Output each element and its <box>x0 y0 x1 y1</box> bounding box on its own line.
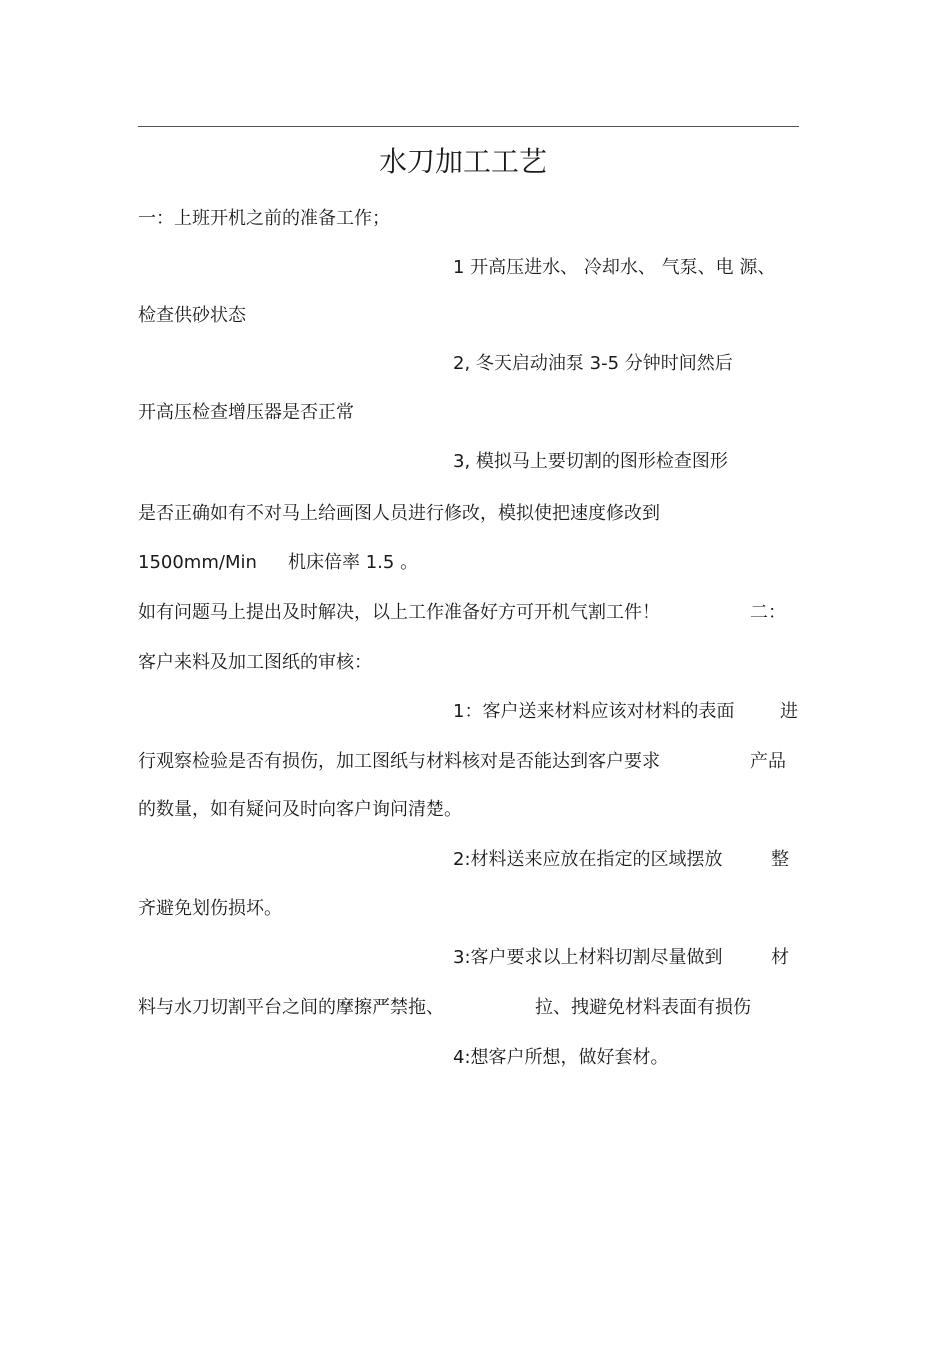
section-heading-1: 一：上班开机之前的准备工作； <box>138 208 390 229</box>
paragraph-line: 1：客户送来材料应该对材料的表面 <box>453 701 735 722</box>
paragraph-line: 是否正确如有不对马上给画图人员进行修改，模拟使把速度修改到 <box>138 503 660 524</box>
paragraph-line: 检查供砂状态 <box>138 305 246 326</box>
paragraph-line: 机床倍率 1.5 。 <box>288 552 419 573</box>
paragraph-line: 3:客户要求以上材料切割尽量做到 <box>453 947 723 968</box>
paragraph-line: 1500mm/Min <box>138 552 257 573</box>
paragraph-line: 行观察检验是否有损伤，加工图纸与材料核对是否能达到客户要求 <box>138 751 660 772</box>
paragraph-line: 进 <box>780 701 798 722</box>
paragraph-line: 产品 <box>750 751 786 772</box>
paragraph-line: 2:材料送来应放在指定的区域摆放 <box>453 849 723 870</box>
paragraph-line: 整 <box>771 849 789 870</box>
paragraph-line: 拉、拽避免材料表面有损伤 <box>535 997 751 1018</box>
paragraph-line: 齐避免划伤损坏。 <box>138 898 282 919</box>
paragraph-line: 4:想客户所想，做好套材。 <box>453 1047 669 1068</box>
paragraph-line: 如有问题马上提出及时解决，以上工作准备好方可开机气割工件！ <box>138 602 660 623</box>
paragraph-line: 的数量，如有疑问及时向客户询问清楚。 <box>138 799 462 820</box>
section-heading-2-cont: 客户来料及加工图纸的审核： <box>138 652 372 673</box>
paragraph-line: 料与水刀切割平台之间的摩擦严禁拖、 <box>138 997 444 1018</box>
paragraph-line: 1 开高压进水、 冷却水、 气泵、电 源、 <box>453 257 776 278</box>
document-title: 水刀加工工艺 <box>378 145 547 178</box>
paragraph-line: 3, 模拟马上要切割的图形检查图形 <box>453 451 728 472</box>
paragraph-line: 2, 冬天启动油泵 3-5 分钟时间然后 <box>453 353 733 374</box>
section-heading-2: 二： <box>750 602 786 623</box>
paragraph-line: 开高压检查增压器是否正常 <box>138 402 354 423</box>
header-rule <box>138 126 799 127</box>
paragraph-line: 材 <box>771 947 789 968</box>
